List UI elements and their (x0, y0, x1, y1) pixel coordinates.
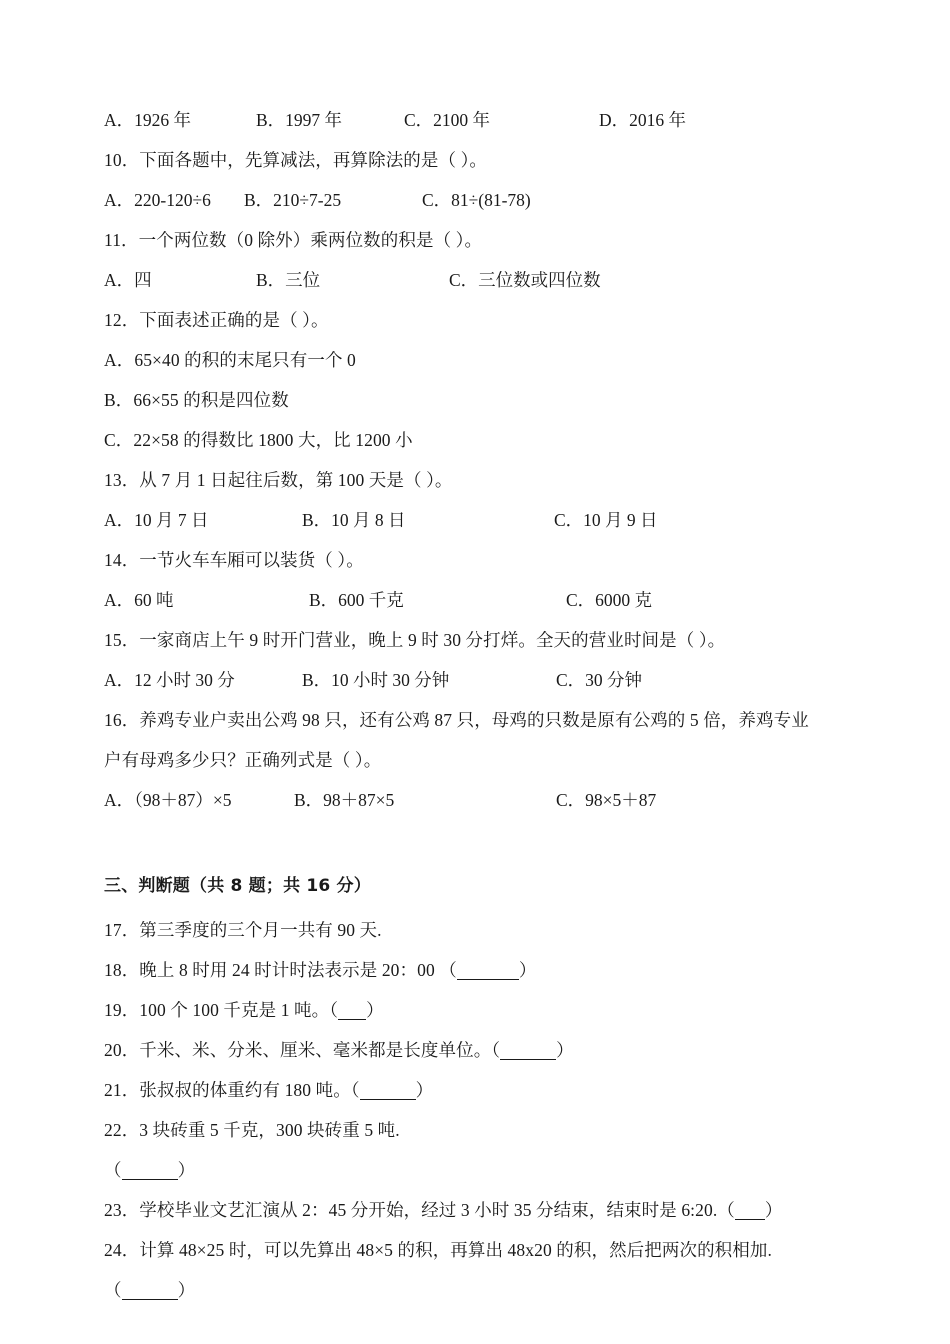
answer-blank-18[interactable] (457, 950, 519, 990)
tf-item-19 (104, 990, 878, 1030)
tf-item-21-paren-close: ） (415, 1080, 434, 1100)
tf-item-20 (104, 1030, 878, 1070)
option-a[interactable]: A．60 吨 (104, 590, 174, 610)
option-b[interactable]: B．600 千克 (309, 590, 404, 610)
question-12-stem: 12．下面表述正确的是（ ）。 (104, 310, 329, 330)
option-b[interactable]: B．10 月 8 日 (302, 510, 406, 530)
question-12-option-c[interactable]: C．22×58 的得数比 1800 大，比 1200 小 (104, 430, 413, 450)
option-c[interactable]: C．10 月 9 日 (554, 510, 658, 530)
tf-item-18-paren-close: ） (518, 960, 537, 980)
tf-item-21 (104, 1070, 878, 1110)
tf-item-19-paren-close: ） (366, 1000, 384, 1020)
answer-blank-23[interactable] (735, 1190, 765, 1230)
option-b[interactable]: B．1997 年 (256, 110, 343, 130)
option-a[interactable]: A．220-120÷6 (104, 190, 211, 210)
section-spacer (104, 820, 878, 866)
question-14-stem: 14．一节火车车厢可以装货（ ）。 (104, 550, 364, 570)
tf-item-20-text: 20．千米、米、分米、厘米、毫米都是长度单位。（ (104, 1040, 501, 1060)
tf-item-22-blank-line (104, 1150, 878, 1190)
option-b[interactable]: B．10 小时 30 分钟 (302, 670, 450, 690)
answer-blank-22[interactable] (122, 1150, 178, 1190)
answer-blank-21[interactable] (360, 1070, 416, 1110)
option-a[interactable]: A．12 小时 30 分 (104, 670, 235, 690)
tf-item-19-text: 19．100 个 100 千克是 1 吨。（ (104, 1000, 339, 1020)
tf-item-22-paren-open: （ (104, 1160, 122, 1180)
option-d[interactable]: D．2016 年 (599, 110, 687, 130)
option-c[interactable]: C．2100 年 (404, 110, 491, 130)
tf-item-22-text: 22．3 块砖重 5 千克，300 块砖重 5 吨. (104, 1120, 400, 1140)
question-9-options (104, 100, 878, 140)
option-c[interactable]: C．81÷(81-78) (422, 190, 531, 210)
tf-item-24-paren-open: （ (104, 1280, 122, 1300)
answer-blank-19[interactable] (338, 990, 366, 1030)
option-b[interactable]: B．210÷7-25 (244, 190, 342, 210)
question-15-stem: 15．一家商店上午 9 时开门营业，晚上 9 时 30 分打烊。全天的营业时间是（ ）。 (104, 630, 726, 650)
tf-item-17 (104, 910, 878, 950)
option-c[interactable]: C．30 分钟 (556, 670, 643, 690)
option-b[interactable]: B．98＋87×5 (294, 790, 395, 810)
answer-blank-20[interactable] (500, 1030, 556, 1070)
tf-item-18 (104, 950, 878, 990)
question-16-options (104, 780, 878, 820)
option-a[interactable]: A．10 月 7 日 (104, 510, 209, 530)
tf-item-18-text: 18．晚上 8 时用 24 时计时法表示是 20：00 （ (104, 960, 457, 980)
answer-blank-24[interactable] (122, 1270, 178, 1310)
tf-item-23 (104, 1190, 878, 1230)
option-a[interactable]: A．四 (104, 270, 152, 290)
tf-item-24-paren-close: ） (177, 1280, 196, 1300)
tf-item-21-text: 21．张叔叔的体重约有 180 吨。（ (104, 1080, 360, 1100)
question-16-stem-line1: 16．养鸡专业户卖出公鸡 98 只，还有公鸡 87 只，母鸡的只数是原有公鸡的 5 倍，养鸡专业 (104, 710, 809, 730)
option-c[interactable]: C．三位数或四位数 (449, 270, 601, 290)
option-c[interactable]: C．98×5＋87 (556, 790, 657, 810)
question-15-options (104, 660, 878, 700)
section-heading-true-false: 三、判断题（共 8 题；共 16 分） (104, 876, 371, 896)
tf-item-23-text: 23．学校毕业文艺汇演从 2：45 分开始，经过 3 小时 35 分结束，结束时是 6:20.（ (104, 1200, 735, 1220)
question-13-options (104, 500, 878, 540)
option-a[interactable]: A．（98＋87）×5 (104, 790, 232, 810)
tf-item-24-blank-line (104, 1270, 878, 1310)
question-10-stem: 10．下面各题中，先算减法，再算除法的是（ ）。 (104, 150, 488, 170)
tf-item-22 (104, 1110, 878, 1150)
option-b[interactable]: B．三位 (256, 270, 321, 290)
tf-item-20-paren-close: ） (556, 1040, 574, 1060)
question-10-options (104, 180, 878, 220)
question-12-option-b[interactable]: B．66×55 的积是四位数 (104, 390, 289, 410)
tf-item-24 (104, 1230, 878, 1270)
option-c[interactable]: C．6000 克 (566, 590, 653, 610)
question-11-stem: 11．一个两位数（0 除外）乘两位数的积是（ ）。 (104, 230, 483, 250)
question-11-options (104, 260, 878, 300)
tf-item-22-paren-close: ） (177, 1160, 196, 1180)
question-14-options (104, 580, 878, 620)
question-13-stem: 13．从 7 月 1 日起往后数，第 100 天是（ ）。 (104, 470, 453, 490)
tf-item-17-text: 17．第三季度的三个月一共有 90 天. (104, 920, 382, 940)
question-12-option-a[interactable]: A．65×40 的积的末尾只有一个 0 (104, 350, 356, 370)
question-16-stem-line2: 户有母鸡多少只？正确列式是（ ）。 (104, 750, 382, 770)
tf-item-23-paren-close: ） (764, 1200, 783, 1220)
option-a[interactable]: A．1926 年 (104, 110, 192, 130)
tf-item-24-text: 24．计算 48×25 时，可以先算出 48×5 的积，再算出 48x20 的积，然后把两次的积相加. (104, 1240, 772, 1260)
